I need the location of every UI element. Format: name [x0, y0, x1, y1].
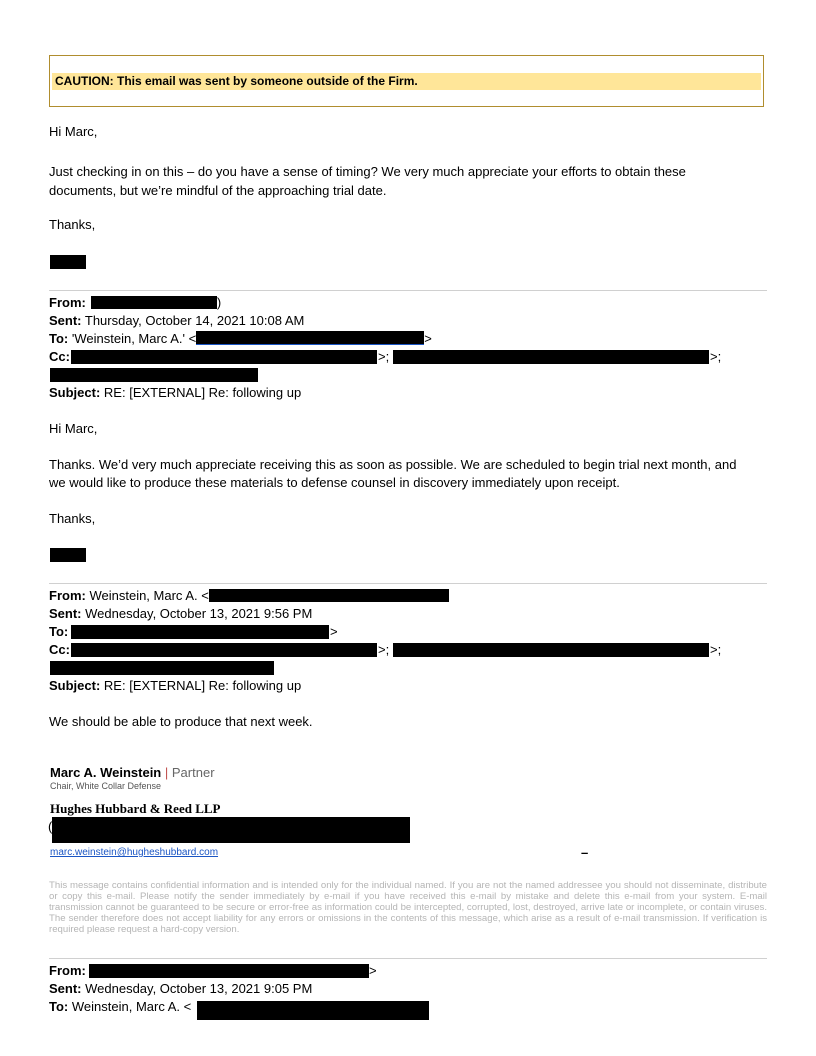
- sent-value: Thursday, October 14, 2021 10:08 AM: [84, 313, 305, 328]
- redaction-block: [50, 548, 86, 562]
- msg1-body-line1: Just checking in on this – do you have a sense of timing? We very much appreciate your efforts to obtain these: [49, 164, 686, 179]
- signature-paren: (: [48, 819, 53, 834]
- header-divider: [49, 583, 767, 584]
- sent-label: Sent:: [49, 313, 82, 328]
- signature-email-link[interactable]: marc.weinstein@hugheshubbard.com: [50, 847, 219, 858]
- redaction-block: [393, 350, 709, 364]
- sent-label: Sent:: [49, 606, 82, 621]
- header1-subject: [49, 385, 301, 400]
- subject-value: RE: [EXTERNAL] Re: following up: [103, 385, 302, 400]
- signature-role: Partner: [171, 765, 215, 780]
- to-label: To:: [49, 331, 69, 346]
- header3-from: [49, 963, 86, 978]
- sent-value: Wednesday, October 13, 2021 9:05 PM: [85, 981, 313, 996]
- subject-label: Subject:: [49, 678, 101, 693]
- msg1-body-line2: documents, but we’re mindful of the approaching trial date.: [49, 183, 387, 198]
- to-label: To:: [49, 999, 69, 1014]
- header-divider: [49, 290, 767, 291]
- subject-label: Subject:: [49, 385, 101, 400]
- to-label: To:: [49, 624, 69, 639]
- signature-dash: –: [581, 845, 589, 860]
- msg2-closing: Thanks,: [49, 511, 96, 526]
- signature-separator: |: [164, 765, 169, 780]
- redaction-block: [91, 296, 217, 309]
- signature-name-line: [50, 765, 215, 780]
- redaction-block: [52, 817, 410, 843]
- msg3-body: We should be able to produce that next week.: [49, 714, 313, 729]
- from-value: Weinstein, Marc A. <: [89, 588, 209, 603]
- msg1-closing: Thanks,: [49, 217, 96, 232]
- header2-to: [49, 624, 68, 639]
- to-value: 'Weinstein, Marc A.' <: [71, 331, 197, 346]
- header2-cc: [49, 642, 70, 657]
- header-divider: [49, 958, 767, 959]
- header3-to: [49, 999, 191, 1014]
- redaction-block: [71, 350, 377, 364]
- header2-sent: [49, 606, 312, 621]
- subject-value: RE: [EXTERNAL] Re: following up: [103, 678, 302, 693]
- header3-sent: [49, 981, 312, 996]
- header2-subject: [49, 678, 301, 693]
- msg2-body-line2: we would like to produce these materials to defense counsel in discovery immediately upon receipt.: [49, 475, 620, 490]
- msg2-greeting: Hi Marc,: [49, 421, 98, 436]
- from-label: From:: [49, 295, 86, 310]
- redacted-email-link[interactable]: [196, 331, 424, 345]
- to-suffix: >: [330, 624, 338, 639]
- sent-value: Wednesday, October 13, 2021 9:56 PM: [85, 606, 313, 621]
- to-value: Weinstein, Marc A. <: [71, 999, 192, 1014]
- sent-label: Sent:: [49, 981, 82, 996]
- cc-separator: >;: [378, 349, 390, 364]
- header2-from: [49, 588, 449, 603]
- confidentiality-disclaimer: This message contains confidential information and is intended only for the individual named. If you are not the named addressee you should not disseminate, distribute or copy this e-mail. Please notify the sender immediately by e-mail if you have received this e-mail by mistake and delete this e-mail from your system. E-mail transmission cannot be guaranteed to be secure or error-free as information could be intercepted, corrupted, lost, destroyed, arrive late or incomplete, or contain viruses. The sender therefore does not accept liability for any errors or omissions in the contents of this message, which arise as a result of e-mail transmission. If verification is required please request a hard-copy version.: [49, 880, 767, 935]
- redaction-block: [50, 368, 258, 382]
- msg2-body-line1: Thanks. We’d very much appreciate receiving this as soon as possible. We are scheduled to begin trial next month, and: [49, 457, 737, 472]
- cc-separator: >;: [710, 642, 722, 657]
- redaction-block: [50, 661, 274, 675]
- from-suffix: ): [216, 295, 222, 310]
- from-label: From:: [49, 963, 86, 978]
- signature-name: Marc A. Weinstein: [50, 765, 162, 780]
- msg1-greeting: Hi Marc,: [49, 124, 98, 139]
- cc-label: Cc:: [49, 349, 70, 364]
- signature-title: Chair, White Collar Defense: [50, 781, 162, 791]
- cc-separator: >;: [378, 642, 390, 657]
- cc-label: Cc:: [49, 642, 70, 657]
- redaction-block: [197, 1001, 429, 1020]
- from-suffix: >: [369, 963, 377, 978]
- redaction-block: [71, 643, 377, 657]
- cc-separator: >;: [710, 349, 722, 364]
- signature-firm: Hughes Hubbard & Reed LLP: [50, 801, 221, 816]
- redaction-block: [209, 589, 449, 602]
- header1-from: [49, 295, 221, 310]
- to-suffix: >: [424, 331, 432, 346]
- redaction-block: [50, 255, 86, 269]
- header1-sent: [49, 313, 304, 328]
- header1-to: [49, 331, 432, 346]
- header1-cc: [49, 349, 70, 364]
- redaction-block: [71, 625, 329, 639]
- from-label: From:: [49, 588, 86, 603]
- redaction-block: [393, 643, 709, 657]
- redaction-block: [89, 964, 369, 978]
- warning-text: CAUTION: This email was sent by someone outside of the Firm.: [55, 74, 418, 88]
